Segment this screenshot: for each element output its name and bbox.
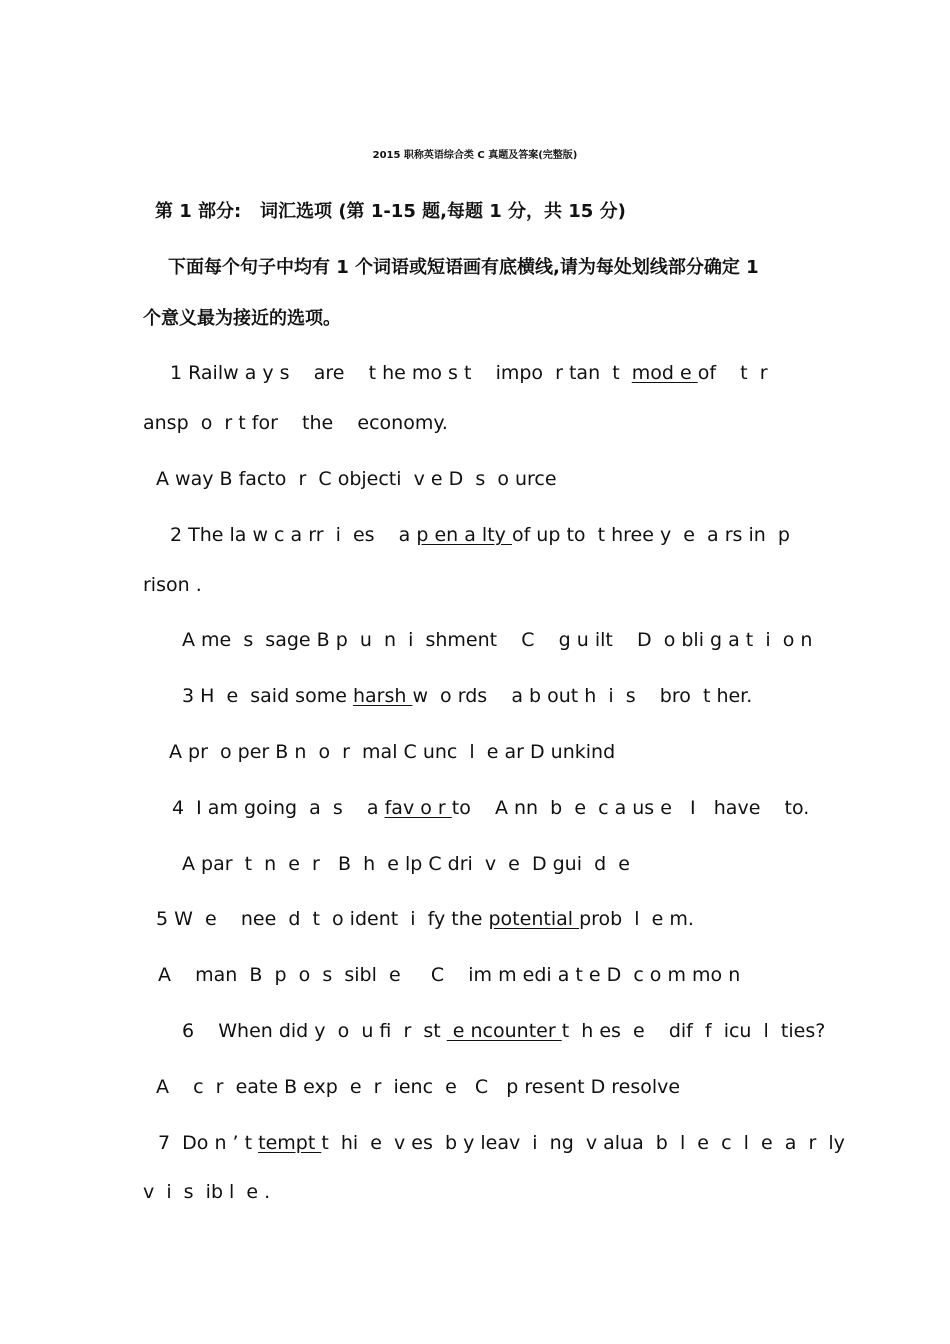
question-1-underlined-word: mod e [631,362,698,384]
question-4-options: A par t n e r B h e lp C dri v e D gui d e [182,853,630,875]
question-6-text-before: 6 When did y o u fi r st [182,1020,447,1042]
question-5-options: A man B p o s sibl e C im m edi a t e D c o m mo n [158,964,741,986]
question-2-continuation: rison . [143,574,202,596]
section-heading: 第 1 部分: 词汇选项 (第 1-15 题,每题 1 分，共 15 分) [155,201,626,222]
question-2-text-before: 2 The la w c a rr i es a [170,524,417,546]
instruction-line-1: 下面每个句子中均有 1 个词语或短语画有底横线,请为每处划线部分确定 1 [168,257,759,278]
question-1-options: A way B facto r C objecti v e D s o urce [156,468,557,490]
question-1-text-after: of t r [697,362,768,384]
question-6-text-after: t h es e dif f icu l ties? [561,1020,826,1042]
question-4-underlined-word: fav o r [384,797,452,819]
question-2-text-after: of up to t hree y e a rs in p [511,524,790,546]
question-6-stem [182,1019,825,1043]
question-7-stem [158,1131,845,1155]
question-1-continuation: ansp o r t for the economy. [143,412,448,434]
question-3-text-before: 3 H e said some [182,685,353,707]
question-4-text-before: 4 I am going a s a [172,797,385,819]
question-5-stem [156,907,694,931]
question-3-options: A pr o per B n o r mal C unc l e ar D unkind [169,741,616,763]
question-4-stem [172,796,809,820]
question-5-text-before: 5 W e nee d t o ident i fy the [156,908,489,930]
question-2-stem [170,523,790,547]
question-1-stem [170,361,768,385]
document-title: 2015 职称英语综合类 C 真题及答案(完整版) [372,150,578,161]
question-6-underlined-word: e ncounter [446,1020,562,1042]
question-7-text-after: t hi e v es b y leav i ng v alua b l e c l e a r ly [321,1132,845,1154]
question-3-stem [182,684,752,708]
question-2-options: A me s sage B p u n i shment C g u ilt D o bli g a t i o n [182,629,813,651]
question-1-text-before: 1 Railw a y s are t he mo s t impo r tan t [170,362,632,384]
question-6-options: A c r eate B exp e r ienc e C p resent D resolve [156,1076,681,1098]
question-7-continuation: v i s ib l e . [143,1181,271,1203]
question-4-text-after: to A nn b e c a us e I have to. [451,797,810,819]
question-3-text-after: w o rds a b out h i s bro t her. [412,685,753,707]
question-7-text-before: 7 Do n ’ t [158,1132,259,1154]
question-2-underlined-word: p en a lty [416,524,512,546]
question-3-underlined-word: harsh [352,685,413,707]
question-7-underlined-word: tempt [258,1132,322,1154]
question-5-text-after: prob l e m. [579,908,694,930]
question-5-underlined-word: potential [488,908,580,930]
instruction-line-2: 个意义最为接近的选项。 [143,308,341,329]
